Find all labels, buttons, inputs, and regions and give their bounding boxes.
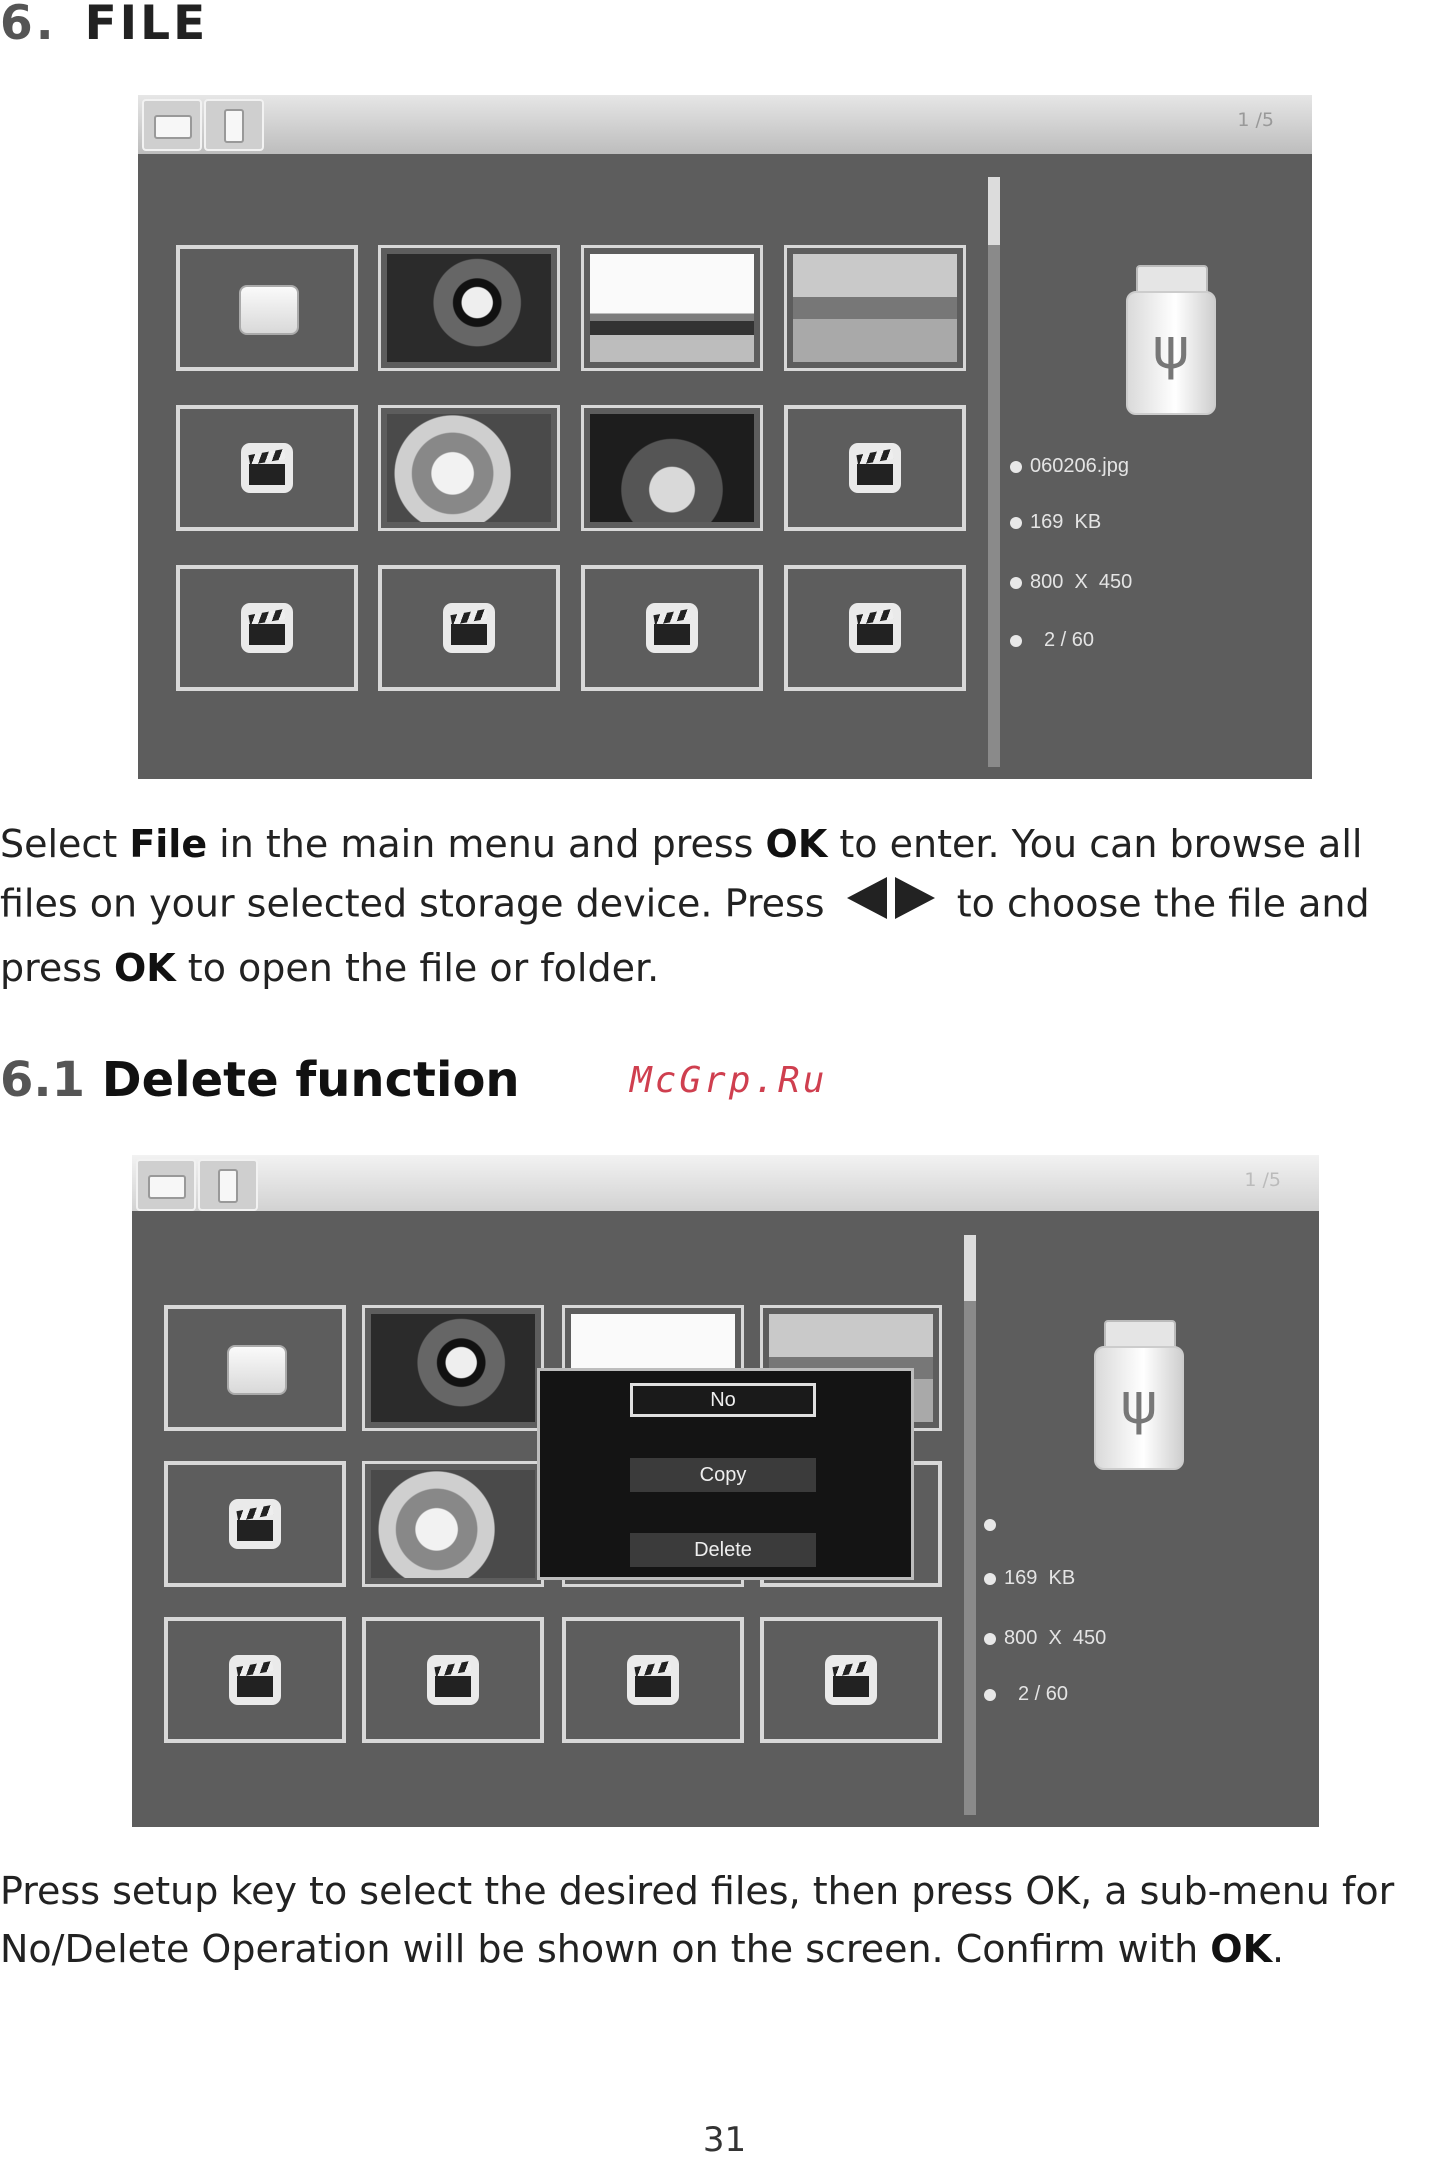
- bullet-icon: [984, 1689, 996, 1701]
- scrollbar[interactable]: [964, 1235, 976, 1815]
- file-resolution: 800 X 450: [1030, 571, 1133, 593]
- video-clapper-icon: [241, 443, 293, 493]
- folder-icon: [239, 285, 299, 335]
- video-clapper-icon: [825, 1655, 877, 1705]
- usb-drive-icon: [1094, 1320, 1184, 1475]
- watermark-text: McGrp.Ru: [630, 1060, 828, 1101]
- tile-photo[interactable]: [378, 245, 560, 371]
- keyword-ok: OK: [1210, 1927, 1273, 1971]
- tile-folder[interactable]: [164, 1305, 346, 1431]
- scrollbar[interactable]: [988, 177, 1000, 767]
- operation-submenu: [537, 1368, 914, 1580]
- video-clapper-icon: [849, 603, 901, 653]
- section-title: FILE: [84, 0, 209, 51]
- photo-thumbnail: [590, 254, 754, 362]
- bullet-icon: [984, 1573, 996, 1585]
- tile-video[interactable]: [176, 405, 358, 531]
- bullet-icon: [1010, 461, 1022, 473]
- bullet-icon: [984, 1633, 996, 1645]
- file-name: 060206.jpg: [1030, 455, 1129, 477]
- photo-thumbnail: [590, 414, 754, 522]
- delete-function-screenshot: [132, 1155, 1319, 1827]
- scrollbar-thumb[interactable]: [964, 1235, 976, 1301]
- tile-photo[interactable]: [581, 405, 763, 531]
- tile-photo[interactable]: [378, 405, 560, 531]
- tile-folder[interactable]: [176, 245, 358, 371]
- page-indicator: 1 /5: [1237, 109, 1274, 131]
- folder-icon[interactable]: [136, 1159, 196, 1211]
- tile-photo[interactable]: [362, 1461, 544, 1587]
- usb-icon[interactable]: [204, 99, 264, 151]
- video-clapper-icon: [229, 1655, 281, 1705]
- page-indicator: 1 /5: [1244, 1169, 1281, 1191]
- keyword-file: File: [129, 822, 208, 866]
- menu-option-copy[interactable]: Copy: [630, 1458, 816, 1492]
- usb-drive-icon: [1126, 265, 1216, 420]
- menu-option-no[interactable]: No: [630, 1383, 816, 1417]
- tile-photo[interactable]: [784, 245, 966, 371]
- video-clapper-icon: [646, 603, 698, 653]
- tile-video[interactable]: [176, 565, 358, 691]
- file-size: 169 KB: [1030, 511, 1102, 533]
- tile-video[interactable]: [164, 1617, 346, 1743]
- scrollbar-thumb[interactable]: [988, 177, 1000, 245]
- section-heading: [0, 0, 209, 51]
- file-browser-screenshot: [138, 95, 1312, 779]
- file-resolution: 800 X 450: [1004, 1627, 1107, 1649]
- subsection-heading: [0, 1052, 520, 1108]
- video-clapper-icon: [241, 603, 293, 653]
- file-position: 2 / 60: [1044, 629, 1095, 651]
- video-clapper-icon: [627, 1655, 679, 1705]
- folder-icon: [227, 1345, 287, 1395]
- tile-video[interactable]: [164, 1461, 346, 1587]
- photo-thumbnail: [387, 414, 551, 522]
- subsection-title: Delete function: [101, 1052, 520, 1108]
- menu-option-delete[interactable]: Delete: [630, 1533, 816, 1567]
- folder-icon[interactable]: [142, 99, 202, 151]
- bullet-icon: [984, 1519, 996, 1531]
- photo-thumbnail: [387, 254, 551, 362]
- photo-thumbnail: [793, 254, 957, 362]
- tile-photo[interactable]: [581, 245, 763, 371]
- top-bar: [132, 1155, 1319, 1211]
- bullet-icon: [1010, 517, 1022, 529]
- video-clapper-icon: [443, 603, 495, 653]
- tile-video[interactable]: [378, 565, 560, 691]
- tile-video[interactable]: [562, 1617, 744, 1743]
- photo-thumbnail: [371, 1470, 535, 1578]
- usb-icon[interactable]: [198, 1159, 258, 1211]
- tile-video[interactable]: [362, 1617, 544, 1743]
- page-number: 31: [702, 2120, 747, 2160]
- photo-thumbnail: [371, 1314, 535, 1422]
- subsection-number: 6.1: [0, 1052, 86, 1108]
- keyword-ok: OK: [765, 822, 828, 866]
- file-size: 169 KB: [1004, 1567, 1076, 1589]
- video-clapper-icon: [427, 1655, 479, 1705]
- tile-photo[interactable]: [362, 1305, 544, 1431]
- video-clapper-icon: [849, 443, 901, 493]
- left-right-arrows-icon: [843, 873, 939, 939]
- instructions-paragraph: Select File in the main menu and press OK to enter. You can browse all files on your selected storage device. Press to choose the file and press OK to open the file or folder.: [0, 822, 1370, 990]
- file-position: 2 / 60: [1018, 1683, 1069, 1705]
- section-number: 6.: [0, 0, 57, 51]
- tile-video[interactable]: [784, 565, 966, 691]
- top-bar: [138, 95, 1312, 154]
- tile-video[interactable]: [784, 405, 966, 531]
- keyword-ok: OK: [113, 946, 176, 990]
- tile-video[interactable]: [760, 1617, 942, 1743]
- tile-video[interactable]: [581, 565, 763, 691]
- delete-instructions-paragraph: Press setup key to select the desired files, then press OK, a sub-menu for No/Delete Operation will be shown on the screen. Confirm with OK.: [0, 1869, 1395, 1971]
- bullet-icon: [1010, 635, 1022, 647]
- video-clapper-icon: [229, 1499, 281, 1549]
- bullet-icon: [1010, 577, 1022, 589]
